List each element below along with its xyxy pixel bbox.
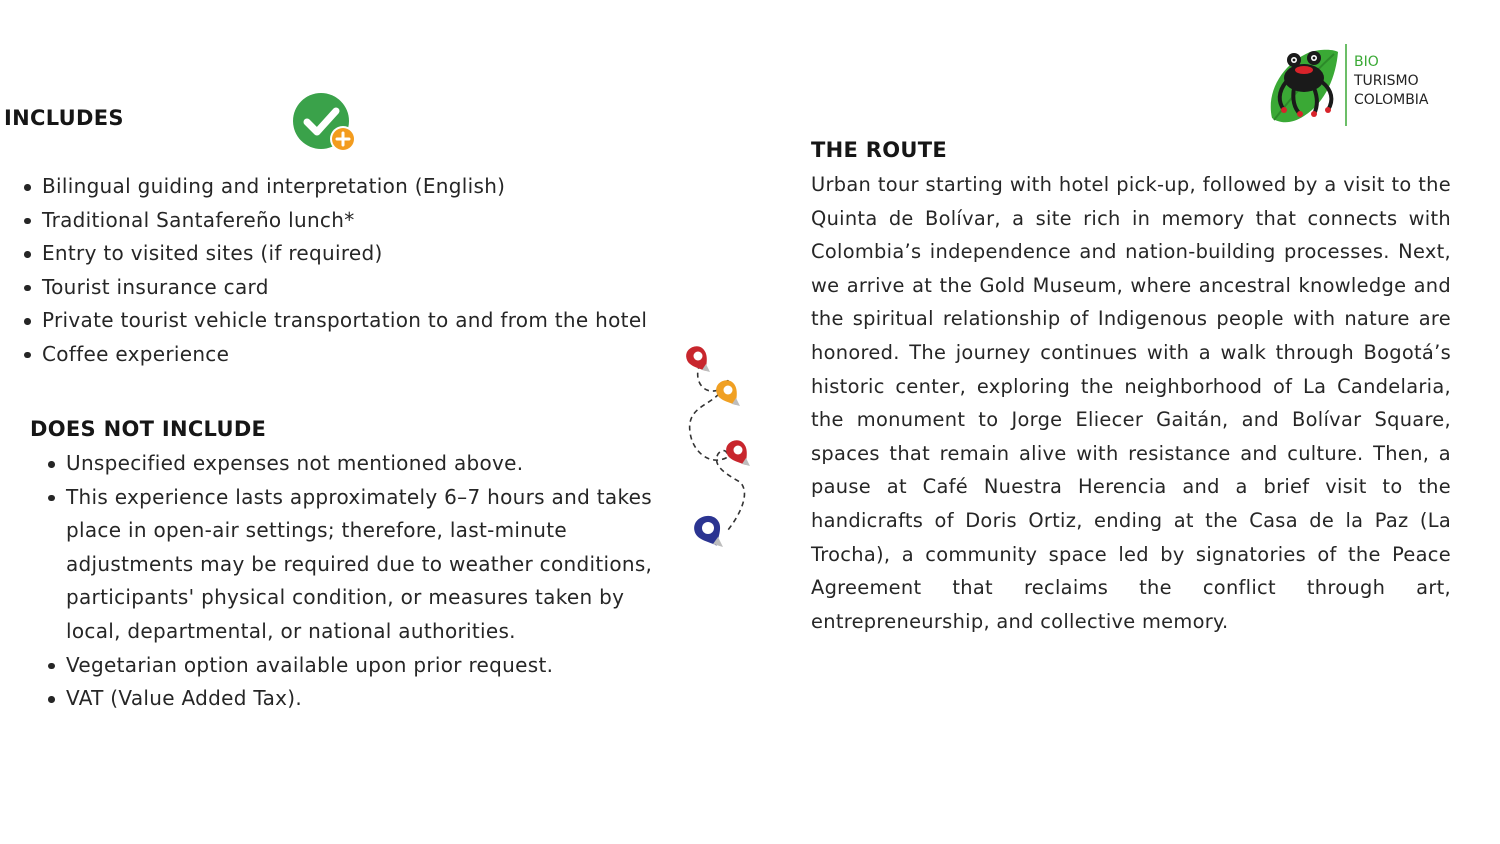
route-heading: THE ROUTE bbox=[811, 138, 948, 162]
includes-heading: INCLUDES bbox=[4, 106, 124, 130]
logo-word-bio: BIO bbox=[1354, 54, 1379, 70]
excludes-heading: DOES NOT INCLUDE bbox=[30, 417, 267, 441]
excludes-list bbox=[66, 447, 676, 716]
list-item: Vegetarian option available upon prior request. bbox=[66, 649, 676, 683]
list-item: Private tourist vehicle transportation to and from the hotel bbox=[42, 304, 722, 338]
includes-list bbox=[42, 170, 722, 372]
list-item: Coffee experience bbox=[42, 338, 722, 372]
route-pins-icon bbox=[684, 342, 760, 560]
list-item: This experience lasts approximately 6–7 hours and takes place in open-air settings; therefore, last-minute adjustments may be required due to weather conditions, participants' physical condition, or measures taken by local, departmental, or national authorities. bbox=[66, 481, 676, 649]
logo-word-colombia: COLOMBIA bbox=[1354, 92, 1429, 108]
check-plus-icon bbox=[292, 92, 358, 154]
list-item: Bilingual guiding and interpretation (English) bbox=[42, 170, 722, 204]
list-item: Traditional Santafereño lunch* bbox=[42, 204, 722, 238]
list-item: Unspecified expenses not mentioned above. bbox=[66, 447, 676, 481]
route-description: Urban tour starting with hotel pick-up, followed by a visit to the Quinta de Bolívar, a site rich in memory that connects with Colombia’s independence and nation-building processes. Next, we arrive at the Gold Museum, where ancestral knowledge and the spiritual relationship of Indigenous people with nature are honored. The journey continues with a walk through Bogotá’s historic center, exploring the neighborhood of La Candelaria, the monument to Jorge Eliecer Gaitán, and Bolívar Square, spaces that remain alive with resistance and culture. Then, a pause at Café Nuestra Herencia and a brief visit to the handicrafts of Doris Ortiz, ending at the Casa de la Paz (La Trocha), a community space led by signatories of the Peace Agreement that reclaims the conflict through art, entrepreneurship, and collective memory. bbox=[811, 173, 1451, 633]
list-item: VAT (Value Added Tax). bbox=[66, 682, 676, 716]
list-item: Tourist insurance card bbox=[42, 271, 722, 305]
logo-word-turismo: TURISMO bbox=[1354, 73, 1419, 89]
list-item: Entry to visited sites (if required) bbox=[42, 237, 722, 271]
